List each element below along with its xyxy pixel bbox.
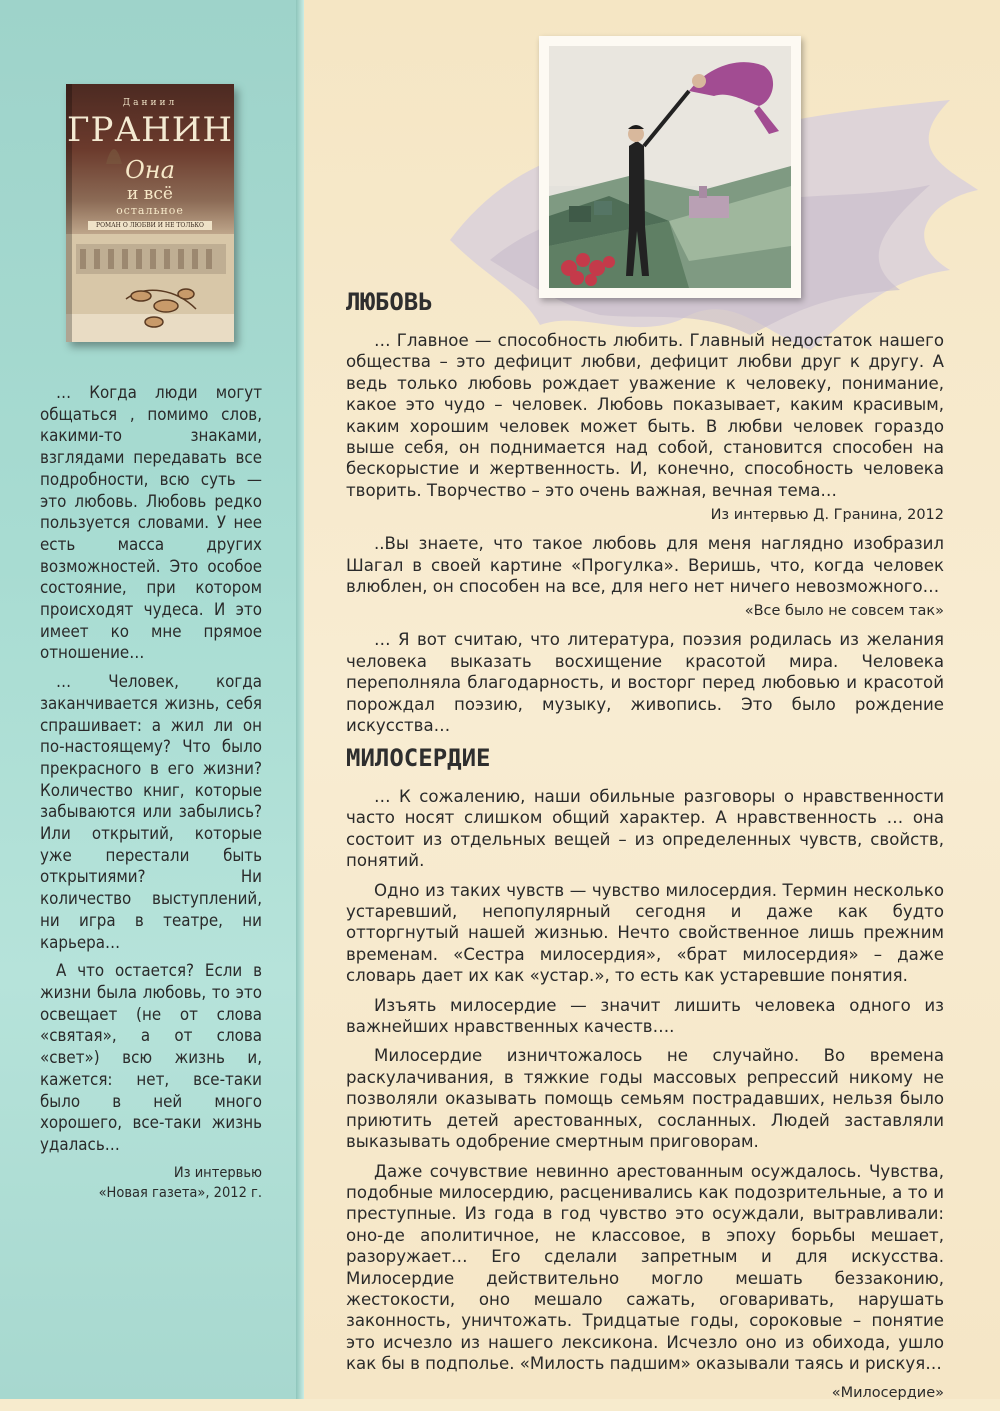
sidebar-source <box>40 1163 262 1203</box>
sidebar-paragraph: А что остается? Если в жизни была любовь, то это освещает (не от слова «святая», а от слова «свет») всю жизнь и, кажется: нет, все-таки было в ней много хорошего, все-таки жизнь удалась… <box>40 960 262 1154</box>
mercy-paragraph: … К сожалению, наши обильные разговоры о нравственности часто носят слишком общий характер. А нравственность … она состоит из отдельных вещей – из определенных чувств, свойств, понятий. <box>346 787 944 871</box>
section-love <box>346 330 944 745</box>
heading-love: ЛЮБОВЬ <box>346 288 433 316</box>
mercy-paragraph: Даже сочувствие невинно арестованным осуждалось. Чувства, подобные милосердию, расценивались как подозрительные, а то и преступные. Из года в год чувство это осуждали, вытравливали: оно-де аполитичное, не классовое, в эпоху борьбы мешает, разоружает… Его сделали запретным и для искусства. Милосердие действительно могло мешать беззаконию, жестокости, оно мешало сажать, оговаривать, нарушать законность, уничтожать. Тридцатые годы, сороковые – понятие это исчезло из нашего лексикона. Исчезло оно из обихода, ушло как бы в подполье. «Милость падшим» оказывали таясь и рискуя… <box>346 1161 944 1374</box>
sidebar-source-line2: «Новая газета», 2012 г. <box>98 1184 262 1201</box>
book-author-first: Даниил <box>122 98 178 108</box>
sidebar-edge <box>296 0 304 1399</box>
heading-mercy: МИЛОСЕРДИЕ <box>346 744 491 772</box>
mercy-source: «Милосердие» <box>831 1384 944 1401</box>
love-paragraph: ..Вы знаете, что такое любовь для меня наглядно изобразил Шагал в своей картине «Прогулка». Веришь, что, когда человек влюблен, он способен на все, для него нет ничего невозможного… <box>346 534 944 597</box>
love-paragraph: … Я вот считаю, что литература, поэзия родилась из желания человека выказать восхищение красотой мира. Человека переполняла благодарность, и восторг перед любовью и красотой порождал поэзию, музыку, живопись. Это было рождение искусства… <box>346 630 944 736</box>
mercy-paragraph: Одно из таких чувств — чувство милосердия. Термин несколько устаревший, непопулярный сегодня и даже как будто отторгнутый нашей жизнью. Нечто свойственное лишь прежним временам. «Сестра милосердия», «брат милосердия» – даже словарь дает их как «устар.», то есть как устаревшие понятия. <box>346 880 944 986</box>
book-author-last: ГРАНИН <box>66 110 234 150</box>
sidebar-quote <box>40 382 262 1203</box>
book-title-line3: остальное <box>116 204 184 217</box>
book-title-line2: и всё <box>127 184 173 204</box>
love-source: Из интервью Д. Гранина, 2012 <box>710 507 944 524</box>
painting-frame <box>539 36 801 298</box>
sidebar-paragraph: … Человек, когда заканчивается жизнь, себя спрашивает: а жил ли он по-настоящему? Что было прекрасного в его жизни? Количество книг, которые забываются или забылись? Или открытий, которые уже перестали быть открытиями? Ни количество выступлений, ни игра в театре, ни карьера… <box>40 671 262 952</box>
sidebar-paragraph: … Когда люди могут общаться , помимо слов, какими-то знаками, взглядами передавать все подробности, всю суть — это любовь. Любовь редко пользуется словами. У нее есть масса других возможностей. Это особое состояние, при котором происходят чудеса. И это имеет ко мне прямое отношение… <box>40 382 262 663</box>
love-paragraph: … Главное — способность любить. Главный недостаток нашего общества – это дефицит любви, дефицит любви друг к другу. А ведь только любовь рождает уважение к человеку, понимание, какое это чудо – человек. Любовь показывает, каким красивым, каким хорошим человек может быть. В любви человек гораздо выше себя, он поднимается над собой, становится способен на бескорыстие и жертвенность. И, конечно, способность человека творить. Творчество – это очень важная, вечная тема… <box>346 331 944 500</box>
love-source: «Все было не совсем так» <box>744 603 944 620</box>
chagall-promenade-painting <box>549 46 791 288</box>
book-subtitle: РОМАН О ЛЮБВИ И НЕ ТОЛЬКО <box>88 221 212 230</box>
sidebar-source-line1: Из интервью <box>173 1164 262 1181</box>
mercy-paragraph: Милосердие изничтожалось не случайно. Во времена раскулачивания, в тяжкие годы массовых репрессий никому не позволяли оказывать помощь семьям пострадавших, нельзя было приютить детей арестованных, сосланных. Людей заставляли выказывать одобрение смертным приговорам. <box>346 1046 944 1152</box>
mercy-paragraph: Изъять милосердие — значит лишить человека одного из важнейших нравственных качеств…. <box>346 995 944 1037</box>
section-mercy <box>346 786 944 1411</box>
book-cover <box>66 84 234 342</box>
book-title-line1: Она <box>125 156 175 184</box>
